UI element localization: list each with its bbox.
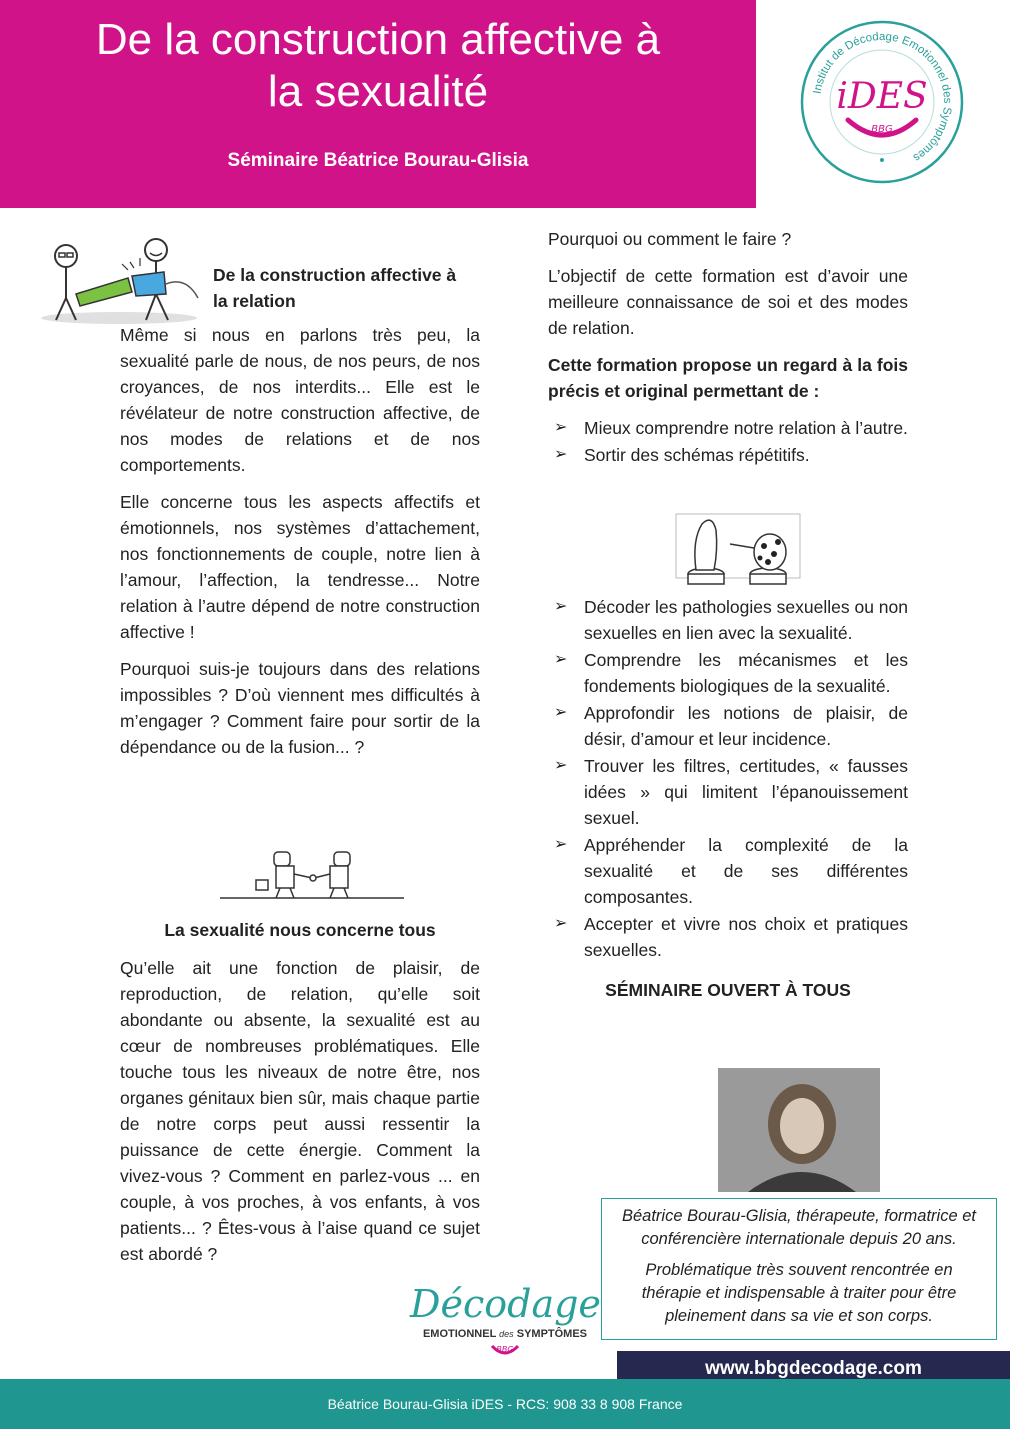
decodage-line2-small: des xyxy=(499,1329,514,1339)
arrow-bullet-icon: ➢ xyxy=(554,598,568,615)
website-link[interactable]: www.bbgdecodage.com xyxy=(705,1358,922,1379)
list-item: ➢ Mieux comprendre notre relation à l’autre. xyxy=(548,415,908,441)
paragraph: Elle concerne tous les aspects affectifs et émotionnels, nos systèmes d’attachement, nos fonctionnements de couple, notre lien à l’amour, l’affection, la tendresse... Notre relation à l’autre dépend de notre construction affective ! xyxy=(120,492,480,642)
decodage-smile-icon xyxy=(410,1342,600,1366)
list-item: ➢ Décoder les pathologies sexuelles ou non sexuelles en lien avec la sexualité. xyxy=(548,594,908,646)
footer-bar xyxy=(0,1379,1010,1429)
pedestal-figures-illustration xyxy=(672,510,804,590)
bio-box xyxy=(601,1198,997,1340)
objective-paragraph: L’objectif de cette formation est d’avoir une meilleure connaissance de soi et des modes de relation. xyxy=(548,266,908,338)
logo-acronym: iDES xyxy=(836,76,928,117)
logo-initials: BBG xyxy=(871,124,893,135)
section-heading-concerne: La sexualité nous concerne tous xyxy=(164,920,436,940)
proposal-paragraph: Cette formation propose un regard à la fois précis et original permettant de : xyxy=(548,355,908,401)
plug-connection-illustration xyxy=(36,236,202,326)
handshake-illustration xyxy=(216,846,408,904)
portrait-photo xyxy=(718,1068,880,1192)
right-column xyxy=(548,226,908,476)
arrow-bullet-icon: ➢ xyxy=(554,651,568,668)
arrow-bullet-icon: ➢ xyxy=(554,836,568,853)
list-item: ➢ Approfondir les notions de plaisir, de désir, d’amour et leur incidence. xyxy=(548,700,908,752)
question-line: Pourquoi ou comment le faire ? xyxy=(548,229,792,249)
list-item: ➢ Appréhender la complexité de la sexualité et de ses différentes composantes. xyxy=(548,832,908,910)
paragraph: Même si nous en parlons très peu, la sexualité parle de nous, de nos peurs, de nos croyances, de nos interdits... Elle est le révélateur de notre construction affective, de nos modes de relations et de nos comportements. xyxy=(120,325,480,475)
bullet-list-b xyxy=(548,594,908,963)
section-heading-relation: De la construction affective à la relation xyxy=(213,265,457,311)
logo-ring-text: Institut de Décodage Emotionnel des Symptômes xyxy=(811,30,954,164)
paragraph: Qu’elle ait une fonction de plaisir, de reproduction, de relation, qu’elle soit abondante ou absente, la sexualité est au cœur de nombreuses problématiques. Elle touche tous les niveaux de notre être, nos organes génitaux bien sûr, mais chaque partie de notre corps peut aussi ressentir la puissance de cette énergie. Comment la vivez-vous ? Comment en parlez-vous ... en couple, à vos proches, à vos enfants, à vos patients... ? Êtes-vous à l’aise quand ce sujet est abordé ? xyxy=(120,958,480,1264)
arrow-bullet-icon: ➢ xyxy=(554,915,568,932)
svg-text:BBG: BBG xyxy=(496,1345,514,1354)
list-item: ➢ Accepter et vivre nos choix et pratiques sexuelles. xyxy=(548,911,908,963)
title-line-1: De la construction affective à xyxy=(95,15,661,64)
bio-line-2: Problématique très souvent rencontrée en thérapie et indispensable à traiter pour être pleinement dans sa vie et son corps. xyxy=(641,1261,957,1325)
seminar-open-label: SÉMINAIRE OUVERT À TOUS xyxy=(605,980,851,1000)
right-column-lower xyxy=(548,594,908,1003)
footer-text: Béatrice Bourau-Glisia iDES - RCS: 908 33 8 908 France xyxy=(327,1396,683,1412)
left-column xyxy=(120,322,480,771)
arrow-bullet-icon: ➢ xyxy=(554,704,568,721)
page-title xyxy=(0,14,756,118)
title-line-2: la sexualité xyxy=(267,67,489,116)
decodage-line2-part1: EMOTIONNEL xyxy=(422,1328,497,1340)
arrow-bullet-icon: ➢ xyxy=(554,446,568,463)
bullet-list-a xyxy=(548,415,908,468)
list-item: ➢ Trouver les filtres, certitudes, « fausses idées » qui limitent l’épanouissement sexuel. xyxy=(548,753,908,831)
list-item: ➢ Sortir des schémas répétitifs. xyxy=(548,442,908,468)
bio-line-1: Béatrice Bourau-Glisia, thérapeute, formatrice et conférencière internationale depuis 20 ans. xyxy=(621,1207,976,1248)
left-column-lower xyxy=(120,917,480,1278)
list-item: ➢ Comprendre les mécanismes et les fondements biologiques de la sexualité. xyxy=(548,647,908,699)
decodage-word: Décodage xyxy=(410,1282,601,1326)
arrow-bullet-icon: ➢ xyxy=(554,757,568,774)
decodage-line2-part2: SYMPTÔMES xyxy=(516,1328,588,1340)
arrow-bullet-icon: ➢ xyxy=(554,419,568,436)
page-subtitle: Séminaire Béatrice Bourau-Glisia xyxy=(227,150,529,171)
paragraph: Pourquoi suis-je toujours dans des relations impossibles ? D’où viennent mes difficultés à m’engager ? Comment faire pour sortir de la dépendance ou de la fusion... ? xyxy=(120,659,480,757)
decodage-logo xyxy=(410,1282,600,1382)
ides-logo xyxy=(798,18,966,186)
